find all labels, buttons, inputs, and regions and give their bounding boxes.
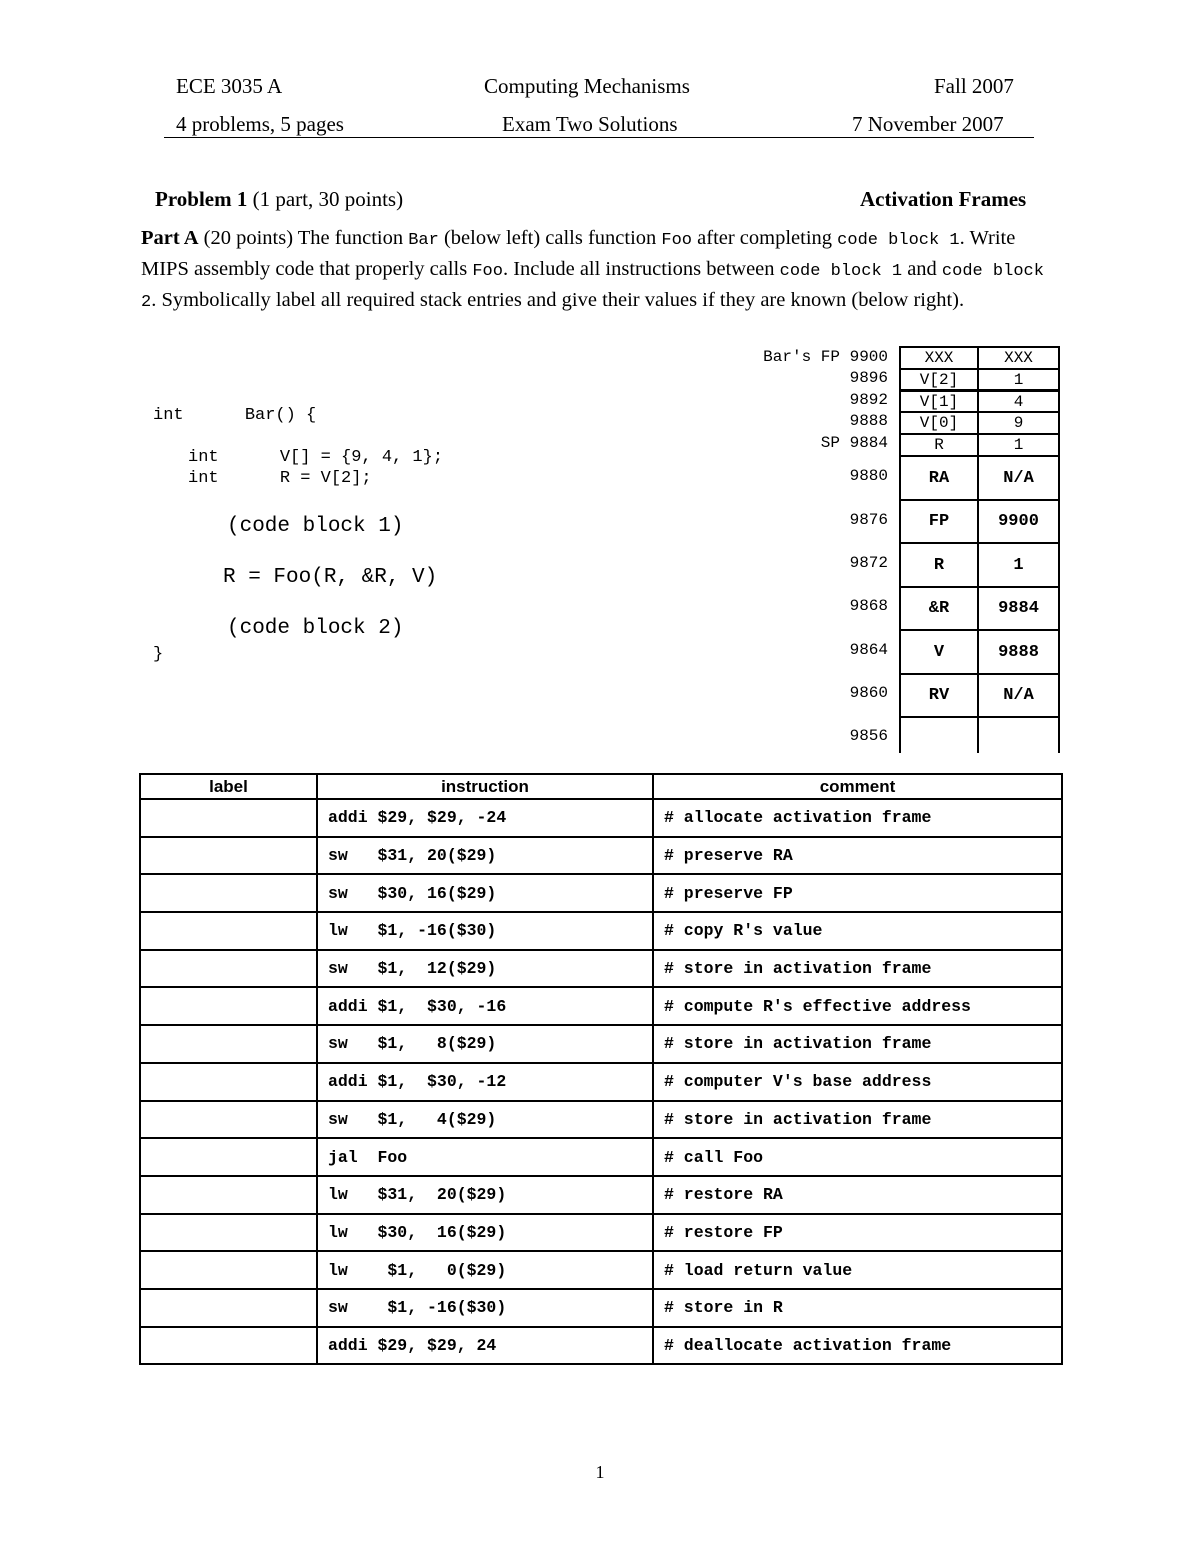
stack-address: 9872 bbox=[849, 554, 888, 572]
part-a-text: . Include all instructions between bbox=[502, 258, 780, 280]
comment-cell: # store in activation frame bbox=[653, 1101, 1062, 1139]
stack-entry-label: R bbox=[899, 433, 979, 457]
comment-cell: # preserve FP bbox=[653, 874, 1062, 912]
header-rule bbox=[164, 137, 1034, 138]
label-cell bbox=[140, 837, 317, 875]
column-header: label bbox=[140, 774, 317, 799]
code-line: (code block 2) bbox=[227, 617, 404, 640]
comment-cell: # computer V's base address bbox=[653, 1063, 1062, 1101]
table-row bbox=[140, 1063, 1062, 1101]
instruction-cell: sw $30, 16($29) bbox=[317, 874, 653, 912]
exam-date: 7 November 2007 bbox=[852, 112, 1004, 136]
problem-heading bbox=[155, 187, 403, 211]
table-row bbox=[140, 1289, 1062, 1327]
term: Fall 2007 bbox=[934, 74, 1014, 98]
instruction-cell: sw $1, 4($29) bbox=[317, 1101, 653, 1139]
stack-entry-value: 9888 bbox=[977, 629, 1060, 675]
column-header: instruction bbox=[317, 774, 653, 799]
part-a-code: code block 1 bbox=[779, 262, 903, 281]
assembly-table bbox=[139, 773, 1063, 1365]
page-number: 1 bbox=[595, 1462, 605, 1482]
instruction-cell: addi $29, $29, 24 bbox=[317, 1327, 653, 1365]
stack-entry-value: 1 bbox=[977, 433, 1060, 457]
label-cell bbox=[140, 987, 317, 1025]
stack-entry-value: 4 bbox=[977, 390, 1060, 413]
code-line: int R = V[2]; bbox=[188, 469, 372, 488]
table-row bbox=[140, 799, 1062, 837]
instruction-cell: addi $1, $30, -12 bbox=[317, 1063, 653, 1101]
stack-entry-value: 1 bbox=[977, 368, 1060, 391]
comment-cell: # copy R's value bbox=[653, 912, 1062, 950]
table-row bbox=[140, 1176, 1062, 1214]
label-cell bbox=[140, 1289, 317, 1327]
comment-cell: # restore FP bbox=[653, 1214, 1062, 1252]
stack-address: 9868 bbox=[849, 597, 888, 615]
label-cell bbox=[140, 912, 317, 950]
table-row bbox=[140, 1327, 1062, 1365]
instruction-cell: lw $1, -16($30) bbox=[317, 912, 653, 950]
table-header-row bbox=[140, 774, 1062, 799]
label-cell bbox=[140, 1063, 317, 1101]
label-cell bbox=[140, 799, 317, 837]
code-line: R = Foo(R, &R, V) bbox=[223, 566, 438, 589]
instruction-cell: lw $1, 0($29) bbox=[317, 1251, 653, 1289]
code-line: (code block 1) bbox=[227, 515, 404, 538]
stack-entry-value: N/A bbox=[977, 673, 1060, 718]
stack-entry-label: V[1] bbox=[899, 390, 979, 413]
part-a-instructions bbox=[141, 224, 1046, 317]
stack-address: 9892 bbox=[849, 391, 888, 409]
comment-cell: # load return value bbox=[653, 1251, 1062, 1289]
comment-cell: # store in R bbox=[653, 1289, 1062, 1327]
stack-address: 9864 bbox=[849, 641, 888, 659]
instruction-cell: sw $1, -16($30) bbox=[317, 1289, 653, 1327]
problem-label: Problem 1 bbox=[155, 187, 248, 211]
course-code: ECE 3035 A bbox=[176, 74, 283, 98]
instruction-cell: addi $29, $29, -24 bbox=[317, 799, 653, 837]
table-row bbox=[140, 1101, 1062, 1139]
part-a-code: code block 2 bbox=[141, 262, 1044, 312]
stack-address: 9880 bbox=[849, 467, 888, 485]
stack-address: 9856 bbox=[849, 727, 888, 745]
table-row bbox=[140, 912, 1062, 950]
comment-cell: # store in activation frame bbox=[653, 950, 1062, 988]
instruction-cell: jal Foo bbox=[317, 1138, 653, 1176]
stack-entry-label bbox=[899, 716, 979, 753]
stack-entry-label: XXX bbox=[899, 346, 979, 370]
instruction-cell: lw $30, 16($29) bbox=[317, 1214, 653, 1252]
instruction-cell: lw $31, 20($29) bbox=[317, 1176, 653, 1214]
part-a-code: Bar bbox=[408, 231, 439, 250]
part-a-code: code block 1 bbox=[837, 231, 960, 250]
label-cell bbox=[140, 950, 317, 988]
course-title: Computing Mechanisms bbox=[484, 74, 690, 98]
stack-entry-value: 9884 bbox=[977, 586, 1060, 631]
stack-entry-label: R bbox=[899, 542, 979, 588]
stack-entry-label: V bbox=[899, 629, 979, 675]
instruction-cell: addi $1, $30, -16 bbox=[317, 987, 653, 1025]
part-a-text: . Symbolically label all required stack entries and give their values if they are known (below right). bbox=[151, 289, 965, 311]
stack-entry-value: 1 bbox=[977, 542, 1060, 588]
column-header: comment bbox=[653, 774, 1062, 799]
exam-name: Exam Two Solutions bbox=[502, 112, 678, 136]
instruction-cell: sw $1, 8($29) bbox=[317, 1025, 653, 1063]
comment-cell: # deallocate activation frame bbox=[653, 1327, 1062, 1365]
stack-address: 9888 bbox=[849, 412, 888, 430]
stack-entry-label: V[2] bbox=[899, 368, 979, 391]
stack-address: Bar's FP 9900 bbox=[763, 348, 888, 366]
comment-cell: # compute R's effective address bbox=[653, 987, 1062, 1025]
stack-address: SP 9884 bbox=[820, 434, 888, 452]
table-row bbox=[140, 1025, 1062, 1063]
part-a-text: and bbox=[902, 258, 942, 280]
stack-entry-label: V[0] bbox=[899, 411, 979, 435]
label-cell bbox=[140, 874, 317, 912]
stack-entry-value bbox=[977, 716, 1060, 753]
part-a-code: Foo bbox=[661, 231, 693, 250]
label-cell bbox=[140, 1176, 317, 1214]
table-row bbox=[140, 1214, 1062, 1252]
table-row bbox=[140, 987, 1062, 1025]
problem-meta: (1 part, 30 points) bbox=[247, 187, 404, 211]
code-line: int V[] = {9, 4, 1}; bbox=[188, 448, 444, 467]
instruction-cell: sw $31, 20($29) bbox=[317, 837, 653, 875]
code-line: } bbox=[153, 645, 164, 664]
stack-address: 9896 bbox=[849, 369, 888, 387]
comment-cell: # allocate activation frame bbox=[653, 799, 1062, 837]
label-cell bbox=[140, 1138, 317, 1176]
table-row bbox=[140, 1138, 1062, 1176]
code-line: int Bar() { bbox=[153, 406, 317, 425]
stack-entry-value: N/A bbox=[977, 455, 1060, 501]
part-a-label: Part A bbox=[141, 227, 199, 249]
table-row bbox=[140, 874, 1062, 912]
stack-entry-label: RA bbox=[899, 455, 979, 501]
problem-count: 4 problems, 5 pages bbox=[176, 112, 344, 136]
comment-cell: # call Foo bbox=[653, 1138, 1062, 1176]
part-a-text: . Write MIPS assembly code that properly calls bbox=[141, 227, 1016, 280]
stack-entry-label: &R bbox=[899, 586, 979, 631]
problem-topic: Activation Frames bbox=[860, 187, 1027, 211]
part-a-text: (below left) calls function bbox=[438, 227, 662, 249]
stack-entry-value: XXX bbox=[977, 346, 1060, 370]
label-cell bbox=[140, 1251, 317, 1289]
label-cell bbox=[140, 1327, 317, 1365]
part-a-code: Foo bbox=[472, 262, 503, 281]
table-row bbox=[140, 1251, 1062, 1289]
stack-entry-value: 9 bbox=[977, 411, 1060, 435]
stack-address: 9860 bbox=[849, 684, 888, 702]
stack-entry-label: FP bbox=[899, 499, 979, 544]
label-cell bbox=[140, 1214, 317, 1252]
stack-entry-label: RV bbox=[899, 673, 979, 718]
label-cell bbox=[140, 1025, 317, 1063]
table-row bbox=[140, 950, 1062, 988]
stack-address: 9876 bbox=[849, 511, 888, 529]
comment-cell: # restore RA bbox=[653, 1176, 1062, 1214]
label-cell bbox=[140, 1101, 317, 1139]
part-a-text: after completing bbox=[692, 227, 838, 249]
part-a-text: (20 points) The function bbox=[198, 227, 409, 249]
comment-cell: # store in activation frame bbox=[653, 1025, 1062, 1063]
table-row bbox=[140, 837, 1062, 875]
instruction-cell: sw $1, 12($29) bbox=[317, 950, 653, 988]
comment-cell: # preserve RA bbox=[653, 837, 1062, 875]
stack-entry-value: 9900 bbox=[977, 499, 1060, 544]
